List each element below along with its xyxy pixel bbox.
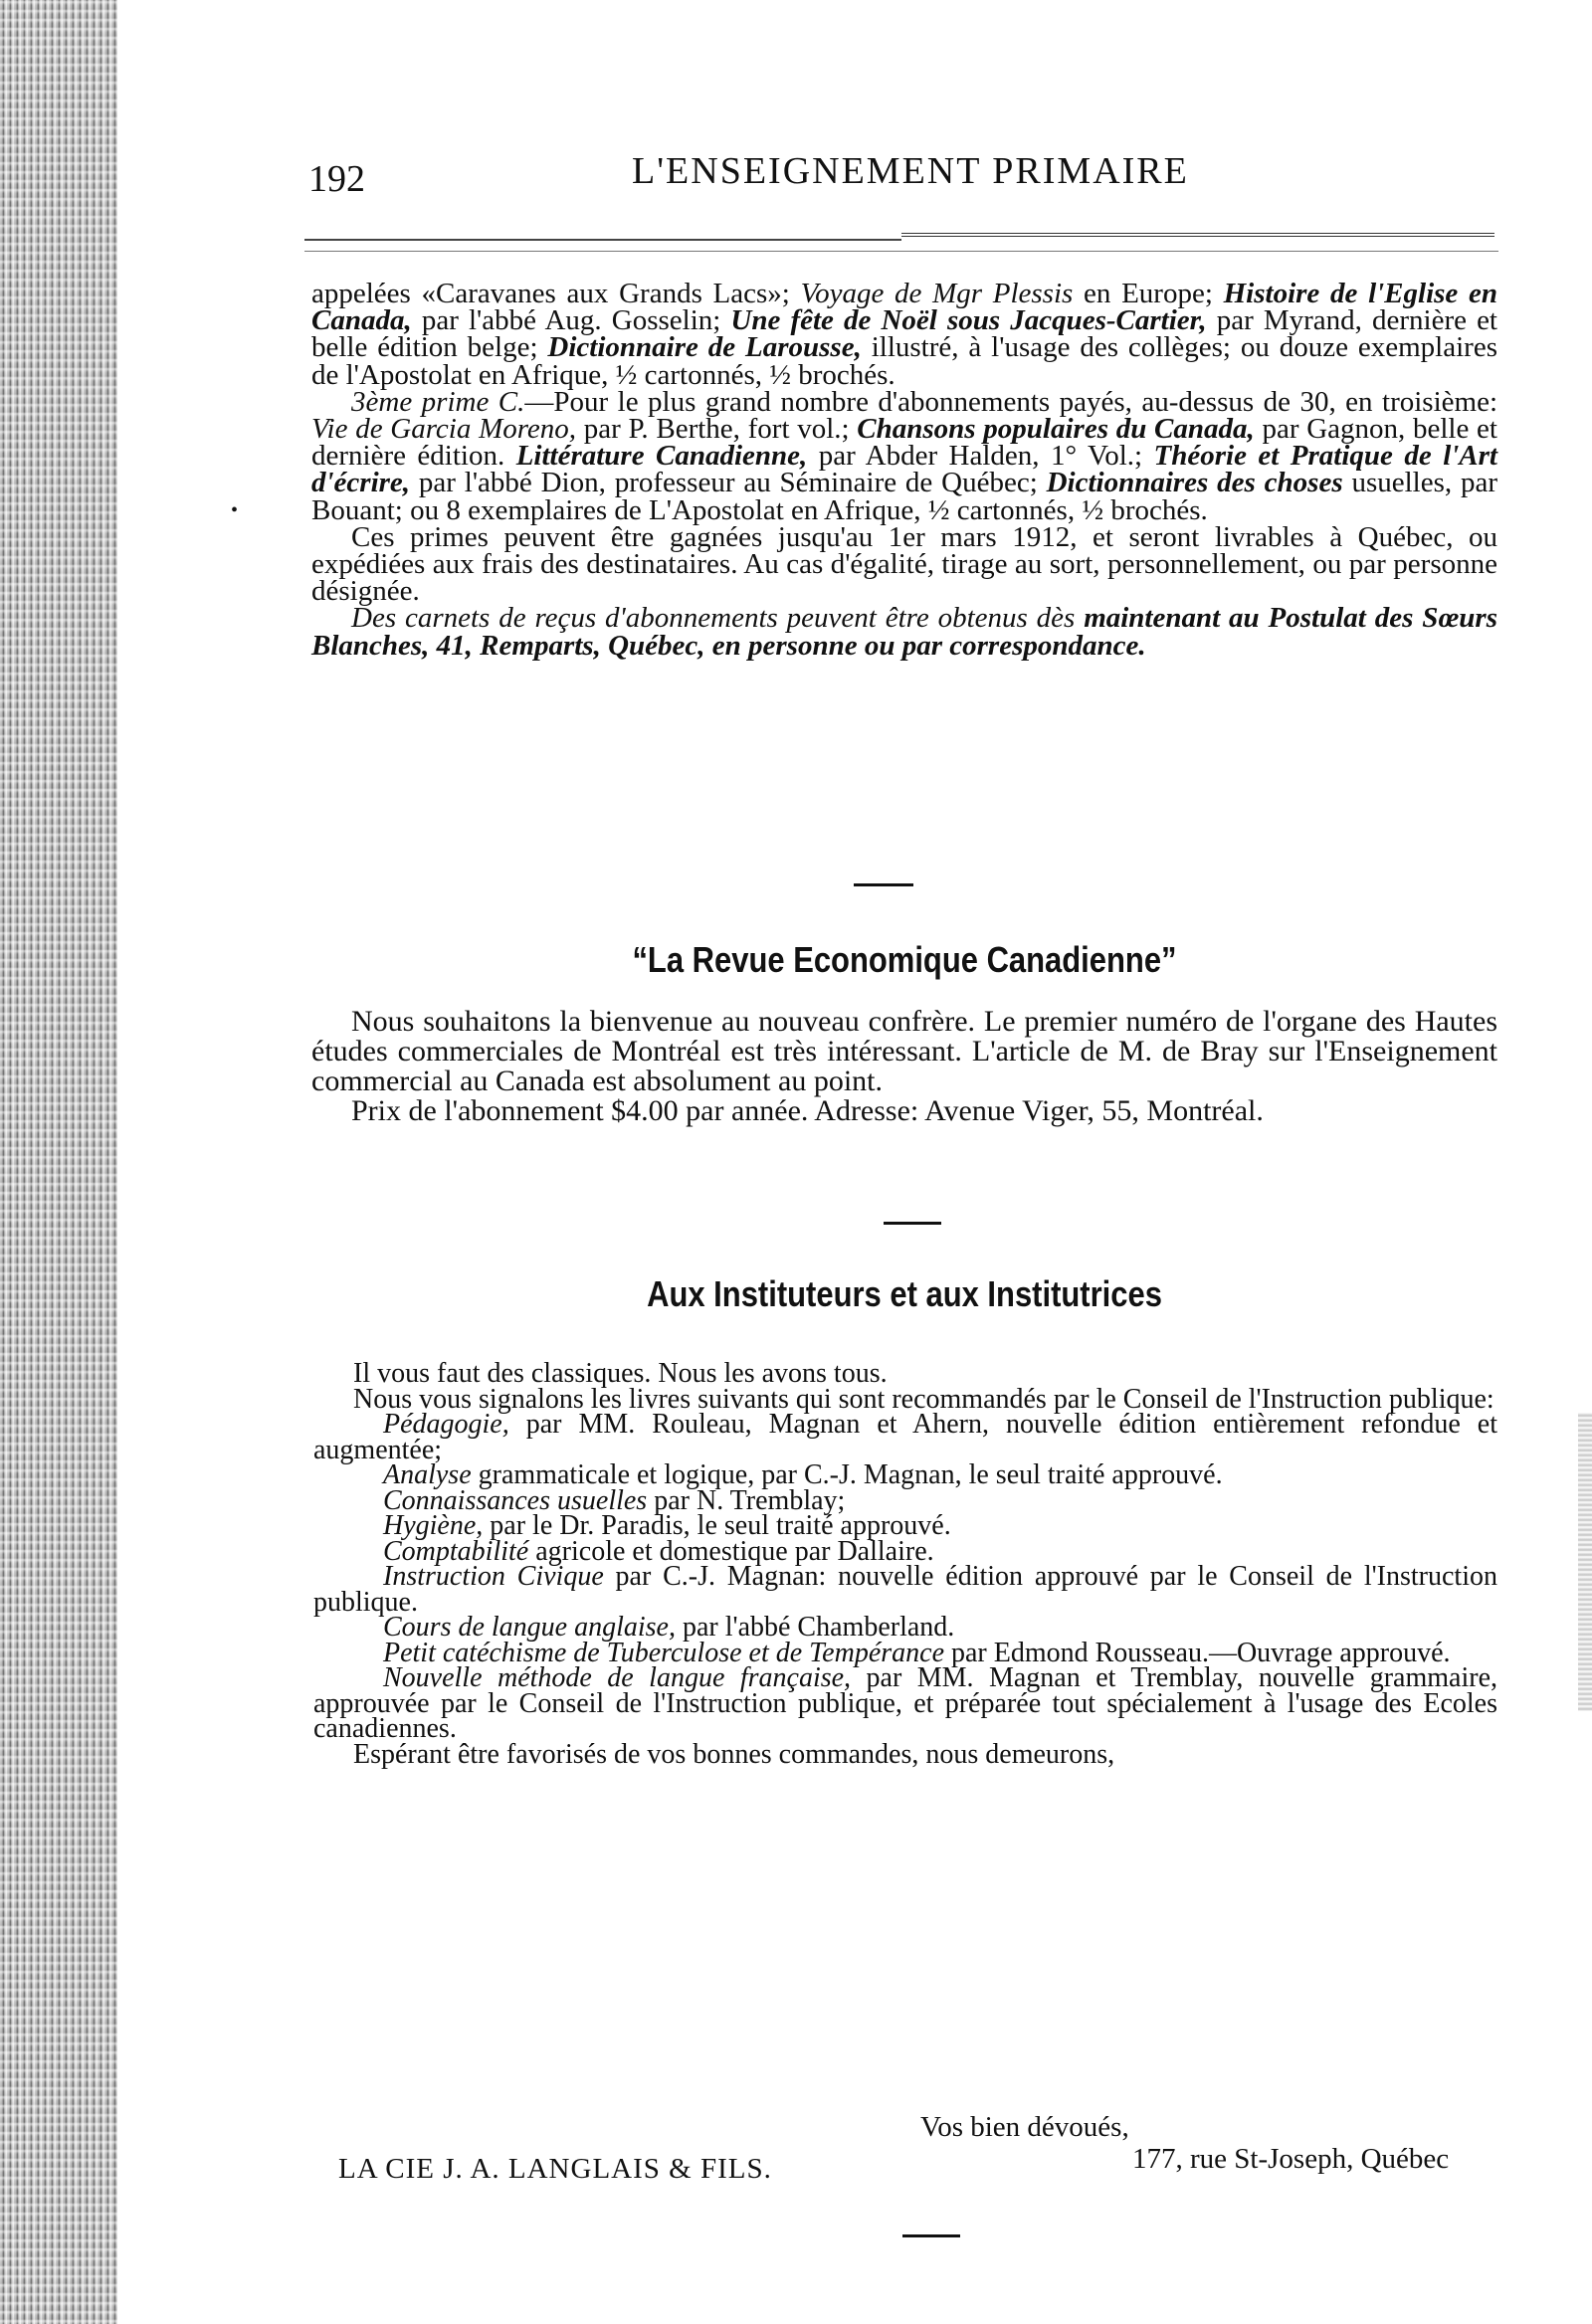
intro-recommend: Nous vous signalons les livres suivants qui sont recommandés par le Conseil de l'Instruction publique: — [353, 1383, 1494, 1415]
primes-continuation — [311, 278, 1498, 662]
revue-body — [311, 1007, 1497, 1126]
book-item: Hygiène, par le Dr. Paradis, le seul traité approuvé. — [383, 1510, 951, 1541]
page-header — [308, 149, 1502, 199]
header-rule — [304, 239, 901, 241]
revue-price: Prix de l'abonnement $4.00 par année. Adresse: Avenue Viger, 55, Montréal. — [351, 1094, 1264, 1127]
book-item: Petit catéchisme de Tuberculose et de Tempérance par Edmond Rousseau.—Ouvrage approuvé. — [383, 1637, 1451, 1668]
section-separator — [902, 2234, 960, 2237]
company-address: 177, rue St-Joseph, Québec — [1132, 2143, 1450, 2175]
header-rule-double — [901, 233, 1494, 237]
book-item: Nouvelle méthode de langue française, par MM. Magnan et Tremblay, nouvelle grammaire, approuvée par le Conseil de l'Instruction publique, et préparée tout spécialement à l'usage des Ecoles canadiennes. — [313, 1662, 1497, 1744]
instituteurs-heading: Aux Instituteurs et aux Institutrices — [647, 1273, 1162, 1314]
carnets-note: Des carnets de reçus d'abonnements peuvent être obtenus dès maintenant au Postulat des Sœurs Blanches, 41, Remparts, Québec, en personne ou par correspondance. — [311, 602, 1498, 662]
book-item: Cours de langue anglaise, par l'abbé Chamberland. — [383, 1612, 955, 1643]
book-item: Analyse grammaticale et logique, par C.-J. Magnan, le seul traité approuvé. — [383, 1459, 1223, 1490]
closing-paragraph: Espérant être favorisés de vos bonnes commandes, nous demeurons, — [353, 1738, 1115, 1770]
margin-dot: • — [231, 499, 239, 521]
primes-note: Ces primes peuvent être gagnées jusqu'au 1er mars 1912, et seront livrables à Québec, ou expédiées aux frais des destinataires. Au cas d'égalité, tirage au sort, personnellement, ou par personne désignée. — [311, 520, 1497, 608]
header-rule-lower — [304, 251, 1498, 252]
page-number: 192 — [308, 158, 365, 200]
book-item: Comptabilité agricole et domestique par Dallaire. — [383, 1535, 934, 1567]
revue-heading: “La Revue Economique Canadienne” — [632, 939, 1177, 980]
book-item: Connaissances usuelles par N. Tremblay; — [383, 1484, 846, 1516]
company-name: LA CIE J. A. LANGLAIS & FILS. — [338, 2153, 772, 2185]
book-item: Instruction Civique par C.-J. Magnan: nouvelle édition approuvé par le Conseil de l'Instruction publique. — [313, 1561, 1497, 1618]
prime3-paragraph: 3ème prime C.—Pour le plus grand nombre d'abonnements payés, au-dessus de 30, en troisième: Vie de Garcia Moreno, par P. Berthe, fort vol.; Chansons populaires du Canada, par Gagnon, belle et dernière édition. Littérature Canadienne, par Abder Halden, 1° Vol.; Théorie et Pratique de l'Art d'écrire, par l'abbé Dion, professeur au Séminaire de Québec; Dictionnaires des choses usuelles, par Bouant; ou 8 exemplaires de L'Apostolat en Afrique, ½ cartonnés, ½ brochés. — [311, 385, 1497, 526]
salutation: Vos bien dévoués, — [920, 2111, 1129, 2143]
prime2-paragraph: appelées «Caravanes aux Grands Lacs»; Voyage de Mgr Plessis en Europe; Histoire de l'Eglise en Canada, par l'abbé Aug. Gosselin; Une fête de Noël sous Jacques-Cartier, par Myrand, dernière et belle édition belge; Dictionnaire de Larousse, illustré, à l'usage des collèges; ou douze exemplaires de l'Apostolat en Afrique, ½ cartonnés, ½ brochés. — [311, 278, 1498, 391]
section-separator — [854, 883, 913, 886]
revue-paragraph: Nous souhaitons la bienvenue au nouveau confrère. Le premier numéro de l'organe des Hautes études commerciales de Montréal est très intéressant. L'article de M. de Bray sur l'Enseignement commercial au Canada est absolument au point. — [311, 1005, 1497, 1097]
instituteurs-body — [313, 1358, 1497, 1770]
book-item: Pédagogie, par MM. Rouleau, Magnan et Ahern, nouvelle édition entièrement refondue et augmentée; — [313, 1409, 1497, 1465]
section-separator — [884, 1222, 941, 1225]
intro-line: Il vous faut des classiques. Nous les avons tous. — [353, 1358, 888, 1389]
running-title: L'ENSEIGNEMENT PRIMAIRE — [632, 150, 1189, 192]
